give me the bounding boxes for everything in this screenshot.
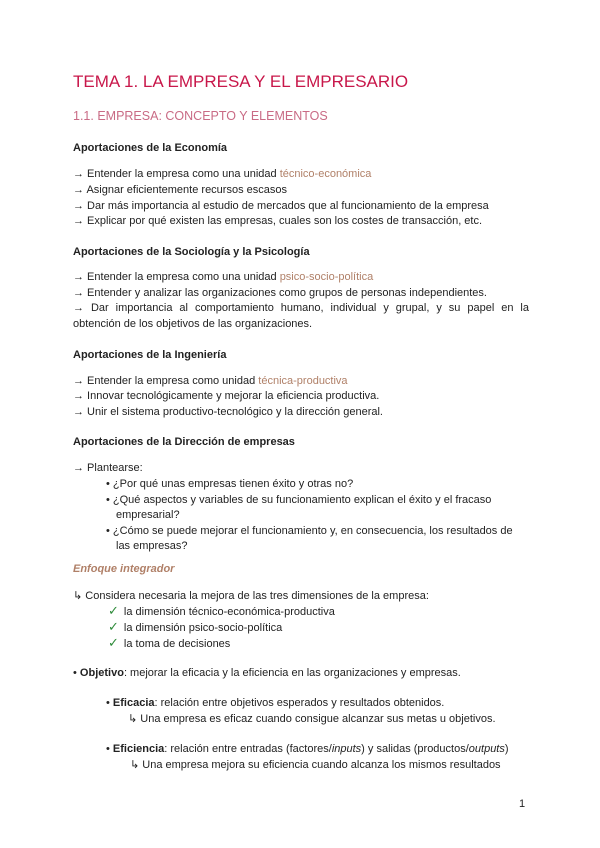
enfoque-line-1: ↳ Considera necesaria la mejora de las tres dimensiones de la empresa:: [73, 590, 429, 602]
sociologia-line-4: obtención de los objetivos de las organizaciones.: [73, 318, 313, 330]
eficacia-sub: ↳ Una empresa es eficaz cuando consigue alcanzar sus metas u objetivos.: [128, 713, 496, 725]
ingenieria-line-1: → Entender la empresa como unidad técnica-productiva: [73, 375, 348, 387]
highlight-tecnica-productiva: técnica-productiva: [258, 375, 348, 387]
direccion-bullet-1: • ¿Por qué unas empresas tienen éxito y otras no?: [106, 478, 354, 490]
check-icon: ✓: [108, 635, 119, 650]
page-number: 1: [519, 798, 526, 810]
ingenieria-line-3: → Unir el sistema productivo-tecnológico y la dirección general.: [73, 406, 383, 418]
check-item-2: ✓ la dimensión psico-socio-política: [108, 619, 283, 634]
check-icon: ✓: [108, 603, 119, 618]
direccion-bullet-2: • ¿Qué aspectos y variables de su funcionamiento explican el éxito y el fracaso: [106, 494, 492, 506]
sociologia-line-2: → Entender y analizar las organizaciones como grupos de personas independientes.: [73, 287, 487, 299]
economia-line-1: → Entender la empresa como una unidad técnico-económica: [73, 168, 372, 180]
eficacia-line: • Eficacia: relación entre objetivos esperados y resultados obtenidos.: [106, 697, 445, 709]
sociologia-line-1: → Entender la empresa como una unidad psico-socio-política: [73, 271, 374, 283]
objetivo-line: • Objetivo: mejorar la eficacia y la eficiencia en las organizaciones y empresas.: [73, 667, 461, 679]
ingenieria-line-2: → Innovar tecnológicamente y mejorar la eficiencia productiva.: [73, 390, 380, 402]
highlight-tecnico-economica: técnico-económica: [279, 168, 372, 180]
page-title: TEMA 1. LA EMPRESA Y EL EMPRESARIO: [73, 72, 409, 91]
heading-ingenieria: Aportaciones de la Ingeniería: [73, 349, 227, 361]
direccion-bullet-2-cont: empresarial?: [116, 509, 180, 521]
economia-line-2: → Asignar eficientemente recursos escasos: [73, 184, 287, 196]
heading-sociologia: Aportaciones de la Sociología y la Psicología: [73, 246, 310, 258]
eficiencia-line: • Eficiencia: relación entre entradas (factores/inputs) y salidas (productos/outputs): [106, 743, 509, 755]
heading-enfoque-integrador: Enfoque integrador: [73, 563, 175, 575]
highlight-psico-socio-politica: psico-socio-política: [279, 271, 374, 283]
heading-direccion: Aportaciones de la Dirección de empresas: [73, 436, 295, 448]
direccion-bullet-3-cont: las empresas?: [116, 540, 188, 552]
check-icon: ✓: [108, 619, 119, 634]
section-subtitle: 1.1. EMPRESA: CONCEPTO Y ELEMENTOS: [73, 109, 328, 123]
eficiencia-sub: ↳ Una empresa mejora su eficiencia cuando alcanza los mismos resultados: [130, 759, 501, 771]
direccion-bullet-3: • ¿Cómo se puede mejorar el funcionamiento y, en consecuencia, los resultados de: [106, 525, 513, 537]
economia-line-4: → Explicar por qué existen las empresas, cuales son los costes de transacción, etc.: [73, 215, 483, 227]
sociologia-line-3: → Dar importancia al comportamiento humano, individual y grupal, y su papel en la: [73, 302, 529, 314]
check-item-1: ✓ la dimensión técnico-económica-productiva: [108, 603, 335, 618]
heading-economia: Aportaciones de la Economía: [73, 142, 228, 154]
economia-line-3: → Dar más importancia al estudio de mercados que al funcionamiento de la empresa: [73, 200, 489, 212]
check-item-3: ✓ la toma de decisiones: [108, 635, 231, 650]
direccion-line-1: → Plantearse:: [73, 462, 143, 474]
